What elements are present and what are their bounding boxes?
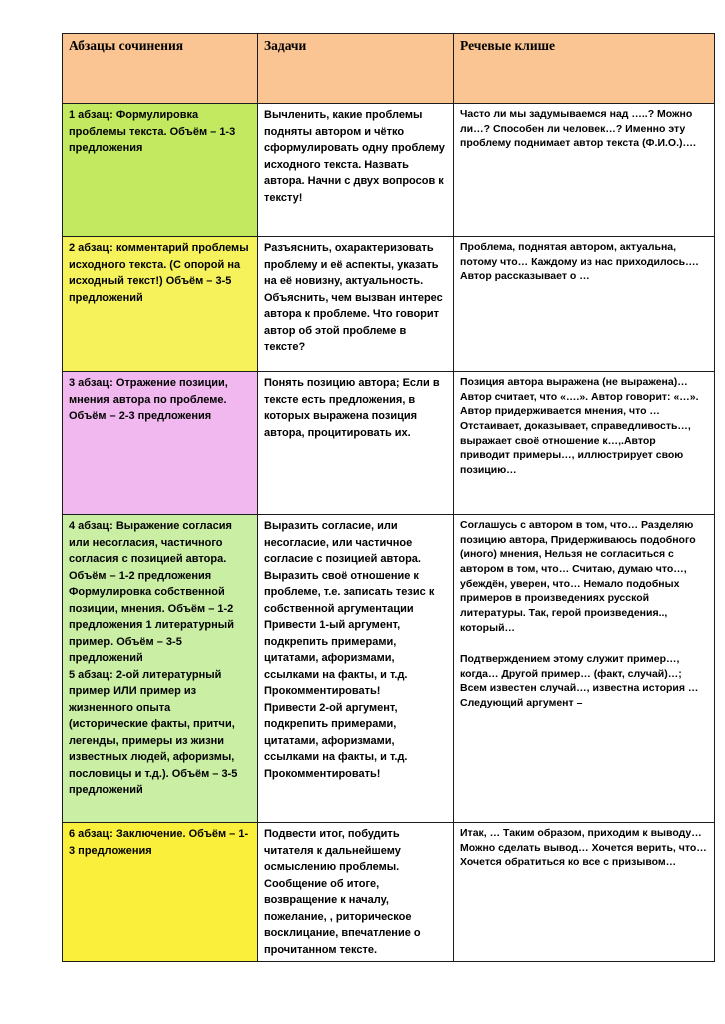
- row4-tasks-argument-1: Выразить согласие, или несогласие, или частичное согласие с позицией автора. Выразить своё отношение к проблеме, т.е. записать тезис к собственной аргументации Привести 1-ый аргумент, подкрепить примерами, цитатами, афоризмами, ссылками на факты, и т.д. Прокомментировать!: [264, 520, 435, 697]
- row3-cliches-cell: Позиция автора выражена (не выражена)… Автор считает, что «….». Автор говорит: «…». Автор придерживается мнения, что … Отстаивает, доказывает, справедливость…, выражает своё отношение к…,.Автор приводит примеры…, иллюстрирует свою позицию…: [454, 372, 715, 515]
- table-row-paragraphs-4-5: [63, 515, 715, 823]
- row4-paragraph-4-text: 4 абзац: Выражение согласия или несогласия, частичного согласия с позицией автора. Объём – 1-2 предложения Формулировка собственной позиции, мнения. Объём – 1-2 предложения 1 литературный пример. Объём – 3-5 предложений: [69, 520, 234, 664]
- row1-paragraph-cell: 1 абзац: Формулировка проблемы текста. Объём – 1-3 предложения: [63, 104, 258, 237]
- column-header-paragraphs: Абзацы сочинения: [63, 34, 258, 104]
- column-header-tasks: Задачи: [258, 34, 454, 104]
- table-row-paragraph-3: [63, 372, 715, 515]
- row5-paragraph-cell: 6 абзац: Заключение. Объём – 1- 3 предложения: [63, 823, 258, 962]
- row4-paragraph-5-text: 5 абзац: 2-ой литературный пример ИЛИ пример из жизненного опыта (исторические факты, притчи, легенды, примеры из жизни известных людей, афоризмы, пословицы и т.д.). Объём – 3-5 предложений: [69, 668, 238, 796]
- row1-tasks-cell: Вычленить, какие проблемы подняты автором и чётко сформулировать одну проблему исходного текста. Назвать автора. Начни с двух вопросов к тексту!: [258, 104, 454, 237]
- essay-structure-table: [62, 33, 715, 962]
- row3-paragraph-cell: 3 абзац: Отражение позиции, мнения автора по проблеме. Объём – 2-3 предложения: [63, 372, 258, 515]
- row3-tasks-cell: Понять позицию автора; Если в тексте есть предложения, в которых выражена позиция автора, процитировать их.: [258, 372, 454, 515]
- row1-cliches-cell: Часто ли мы задумываемся над …..? Можно ли…? Способен ли человек…? Именно эту проблему поднимает автор текста (Ф.И.О.)….: [454, 104, 715, 237]
- row4-cliches-argument-1: Соглашусь с автором в том, что… Разделяю позицию автора, Придерживаюсь подобного (иного) мнения, Нельзя не согласиться с автором в том, что… Считаю, думаю что…, убеждён, уверен, что… Немало подобных примеров в произведениях русской литературы. Так, герой произведения.., который…: [460, 519, 696, 634]
- row2-cliches-cell: Проблема, поднятая автором, актуальна, потому что… Каждому из нас приходилось…. Автор рассказывает о …: [454, 237, 715, 372]
- column-header-cliches: Речевые клише: [454, 34, 715, 104]
- row4-cliches-argument-2: Подтверждением этому служит пример…, когда… Другой пример… (факт, случай)…; Всем известен случай…, известна история … Следующий аргумент –: [460, 653, 699, 710]
- row4-cliches-cell: [454, 515, 715, 823]
- table-row-paragraph-6: [63, 823, 715, 962]
- row5-tasks-cell: Подвести итог, побудить читателя к дальнейшему осмыслению проблемы. Сообщение об итоге, возвращение к началу, пожелание, , риторическое восклицание, впечатление о прочитанном тексте.: [258, 823, 454, 962]
- row2-paragraph-cell: 2 абзац: комментарий проблемы исходного текста. (С опорой на исходный текст!) Объём – 3-5 предложений: [63, 237, 258, 372]
- row2-tasks-cell: Разъяснить, охарактеризовать проблему и её аспекты, указать на её новизну, актуальность. Объяснить, чем вызван интерес автора к проблеме. Что говорит автор об этой проблеме в тексте?: [258, 237, 454, 372]
- table-row-paragraph-1: [63, 104, 715, 237]
- header-row: [63, 34, 715, 104]
- row4-paragraph-cell: [63, 515, 258, 823]
- row5-cliches-cell: Итак, … Таким образом, приходим к выводу… Можно сделать вывод… Хочется верить, что… Хочется обратиться ко все с призывом…: [454, 823, 715, 962]
- table-row-paragraph-2: [63, 237, 715, 372]
- row4-tasks-cell: [258, 515, 454, 823]
- row4-tasks-argument-2: Привести 2-ой аргумент, подкрепить примерами, цитатами, афоризмами, ссылками на факты, и т.д. Прокомментировать!: [264, 701, 408, 780]
